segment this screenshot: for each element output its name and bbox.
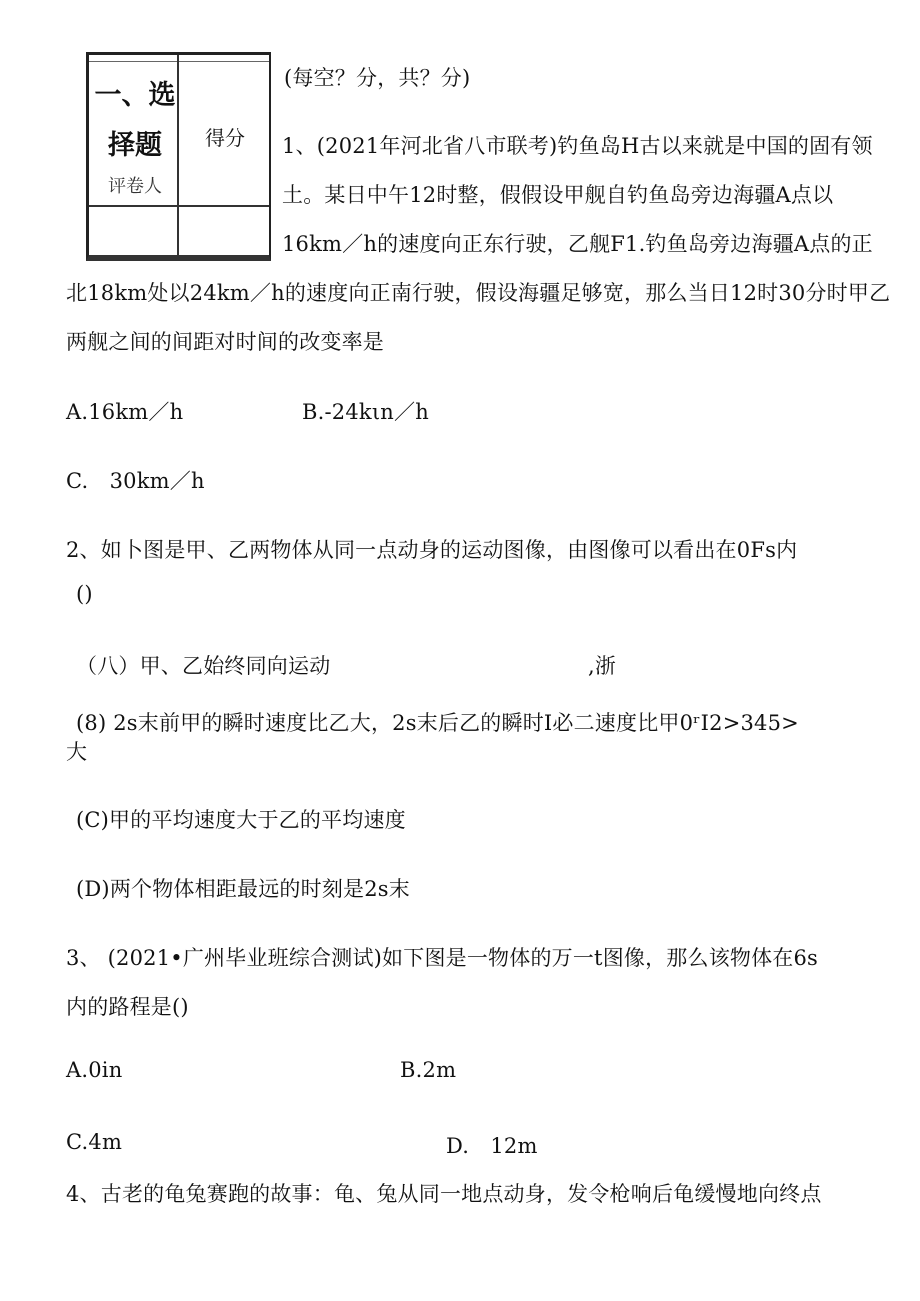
q1-line1: 1、(2021年河北省八市联考)钓鱼岛H古以来就是中国的固有领 bbox=[282, 134, 873, 158]
reviewer-label: 评卷人 bbox=[108, 176, 162, 197]
q2-option-a: （八）甲、乙始终同向运动 bbox=[76, 654, 331, 678]
q2-line1: 2、如卜图是甲、乙两物体从同一点动身的运动图像，由图像可以看出在0Fs内 bbox=[66, 538, 798, 562]
q2-option-c: (C)甲的平均速度大于乙的平均速度 bbox=[76, 808, 406, 832]
q1-option-b: B.-24kιn／h bbox=[302, 400, 429, 424]
q2-option-a-extra: ,浙 bbox=[588, 654, 617, 678]
q2-option-b-line2: 大 bbox=[66, 740, 88, 764]
score-box-divider bbox=[177, 55, 179, 255]
q3-option-a: A.0in bbox=[66, 1058, 123, 1082]
q1-option-c: C. 30km／h bbox=[66, 469, 205, 493]
q3-option-d: D. 12m bbox=[446, 1134, 538, 1158]
q3-line2: 内的路程是() bbox=[66, 995, 189, 1019]
q1-line3: 16km／h的速度向正东行驶，乙舰F1.钓鱼岛旁边海疆A点的正 bbox=[282, 232, 873, 256]
q1-option-a: A.16km／h bbox=[66, 400, 184, 424]
q2-option-d: (D)两个物体相距最远的时刻是2s末 bbox=[76, 877, 410, 901]
score-box-bottom-rule bbox=[89, 205, 269, 207]
q1-line5: 两舰之间的间距对时间的改变率是 bbox=[66, 330, 384, 354]
points-note: (每空？分，共？分) bbox=[284, 66, 471, 90]
section-title-line2: 择题 bbox=[108, 130, 162, 161]
q3-line1: 3、 (2021•广州毕业班综合测试)如下图是一物体的万一t图像，那么该物体在6s bbox=[66, 946, 819, 970]
q2-option-b-line1: (8) 2s末前甲的瞬时速度比乙大，2s末后乙的瞬时I必二速度比甲0ʳI2>345> bbox=[76, 711, 799, 735]
score-box-top-rule bbox=[89, 61, 269, 62]
q2-line2: () bbox=[76, 582, 93, 606]
q1-line4: 北18km处以24km／h的速度向正南行驶，假设海疆足够宽，那么当日12时30分时甲乙 bbox=[66, 281, 891, 305]
q3-option-c: C.4m bbox=[66, 1130, 123, 1154]
q1-line2: 土。某日中午12时整，假假设甲舰自钓鱼岛旁边海疆A点以 bbox=[282, 183, 834, 207]
score-box bbox=[86, 52, 271, 261]
q3-option-b: B.2m bbox=[400, 1058, 457, 1082]
q4-line1: 4、古老的龟兔赛跑的故事：龟、兔从同一地点动身，发令枪响后龟缓慢地向终点 bbox=[66, 1182, 822, 1206]
section-title-line1: 一、选 bbox=[94, 80, 176, 111]
score-label: 得分 bbox=[205, 126, 245, 150]
